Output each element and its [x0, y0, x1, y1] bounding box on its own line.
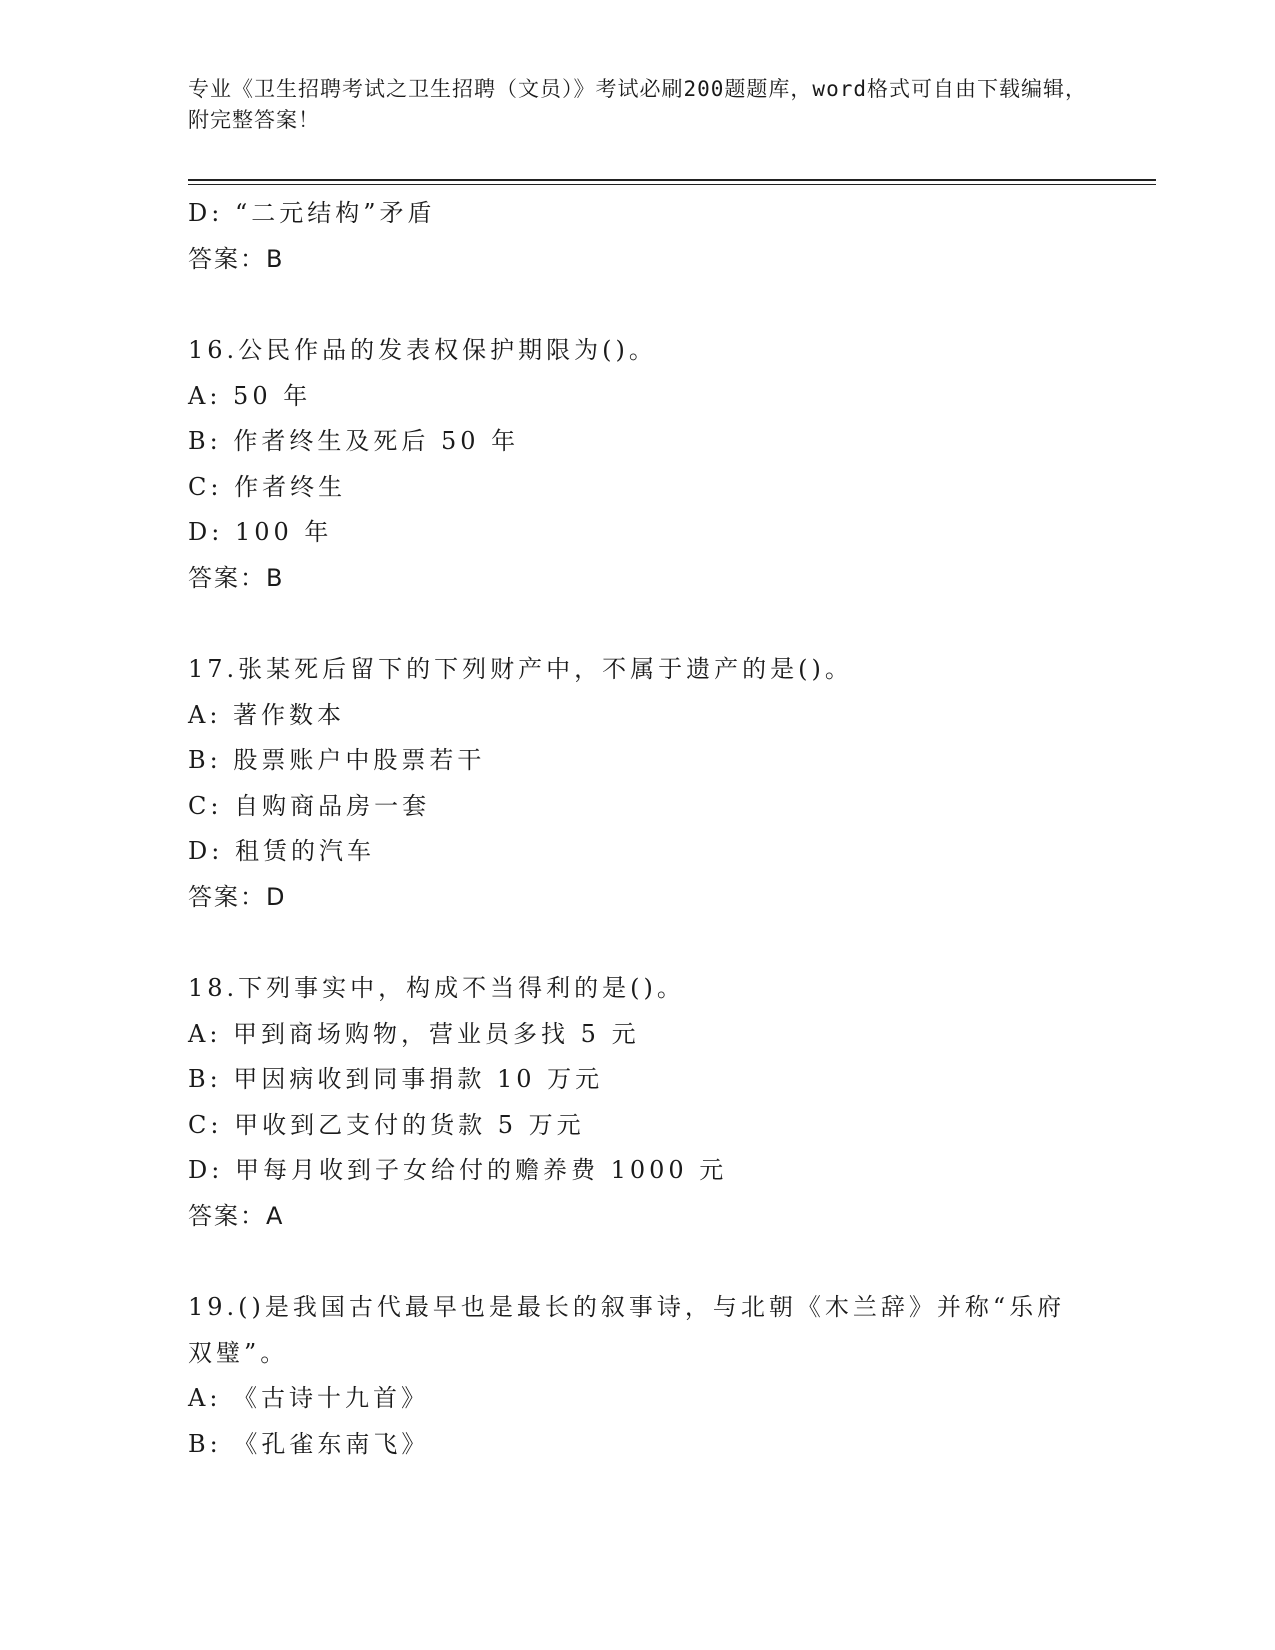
question-18 — [188, 966, 1088, 1239]
option-d: D: “二元结构”矛盾 — [188, 199, 436, 227]
answer-line: 答案：A — [188, 1201, 285, 1230]
option-a: A: 《古诗十九首》 — [188, 1384, 430, 1412]
question-stem: 18.下列事实中，构成不当得利的是()。 — [188, 974, 685, 1002]
option-b: B: 《孔雀东南飞》 — [188, 1429, 430, 1458]
option-d: D: 租赁的汽车 — [188, 837, 375, 865]
option-d: D: 甲每月收到子女给付的赡养费 1000 元 — [188, 1156, 728, 1184]
question-list — [188, 191, 1088, 1467]
option-c: C: 自购商品房一套 — [188, 791, 431, 820]
option-c: C: 作者终生 — [188, 472, 347, 501]
question-17 — [188, 647, 1088, 920]
header-divider — [188, 179, 1156, 181]
option-c: C: 甲收到乙支付的货款 5 万元 — [188, 1110, 585, 1139]
option-a: A: 甲到商场购物，营业员多找 5 元 — [188, 1019, 640, 1048]
option-b: B: 股票账户中股票若干 — [188, 746, 486, 774]
header-divider-thin — [188, 184, 1156, 185]
spacer — [188, 601, 1088, 647]
answer-line: 答案：B — [188, 244, 285, 273]
option-a: A: 50 年 — [188, 381, 312, 410]
document-header: 专业《卫生招聘考试之卫生招聘（文员）》考试必刷200题题库，word格式可自由下载编辑，附完整答案！ — [188, 77, 1087, 132]
previous-question-tail — [188, 191, 1088, 282]
spacer — [188, 282, 1088, 328]
question-16 — [188, 328, 1088, 601]
option-a: A: 著作数本 — [188, 700, 346, 729]
option-d: D: 100 年 — [188, 518, 333, 546]
answer-line: 答案：D — [188, 882, 287, 911]
spacer — [188, 920, 1088, 966]
option-b: B: 作者终生及死后 50 年 — [188, 427, 520, 455]
question-19 — [188, 1285, 1088, 1467]
question-stem: 17.张某死后留下的下列财产中，不属于遗产的是()。 — [188, 655, 853, 683]
option-b: B: 甲因病收到同事捐款 10 万元 — [188, 1065, 604, 1093]
question-stem: 16.公民作品的发表权保护期限为()。 — [188, 336, 657, 364]
question-stem: 19.()是我国古代最早也是最长的叙事诗，与北朝《木兰辞》并称“乐府双璧”。 — [188, 1293, 1066, 1367]
answer-line: 答案：B — [188, 563, 285, 592]
spacer — [188, 1239, 1088, 1285]
